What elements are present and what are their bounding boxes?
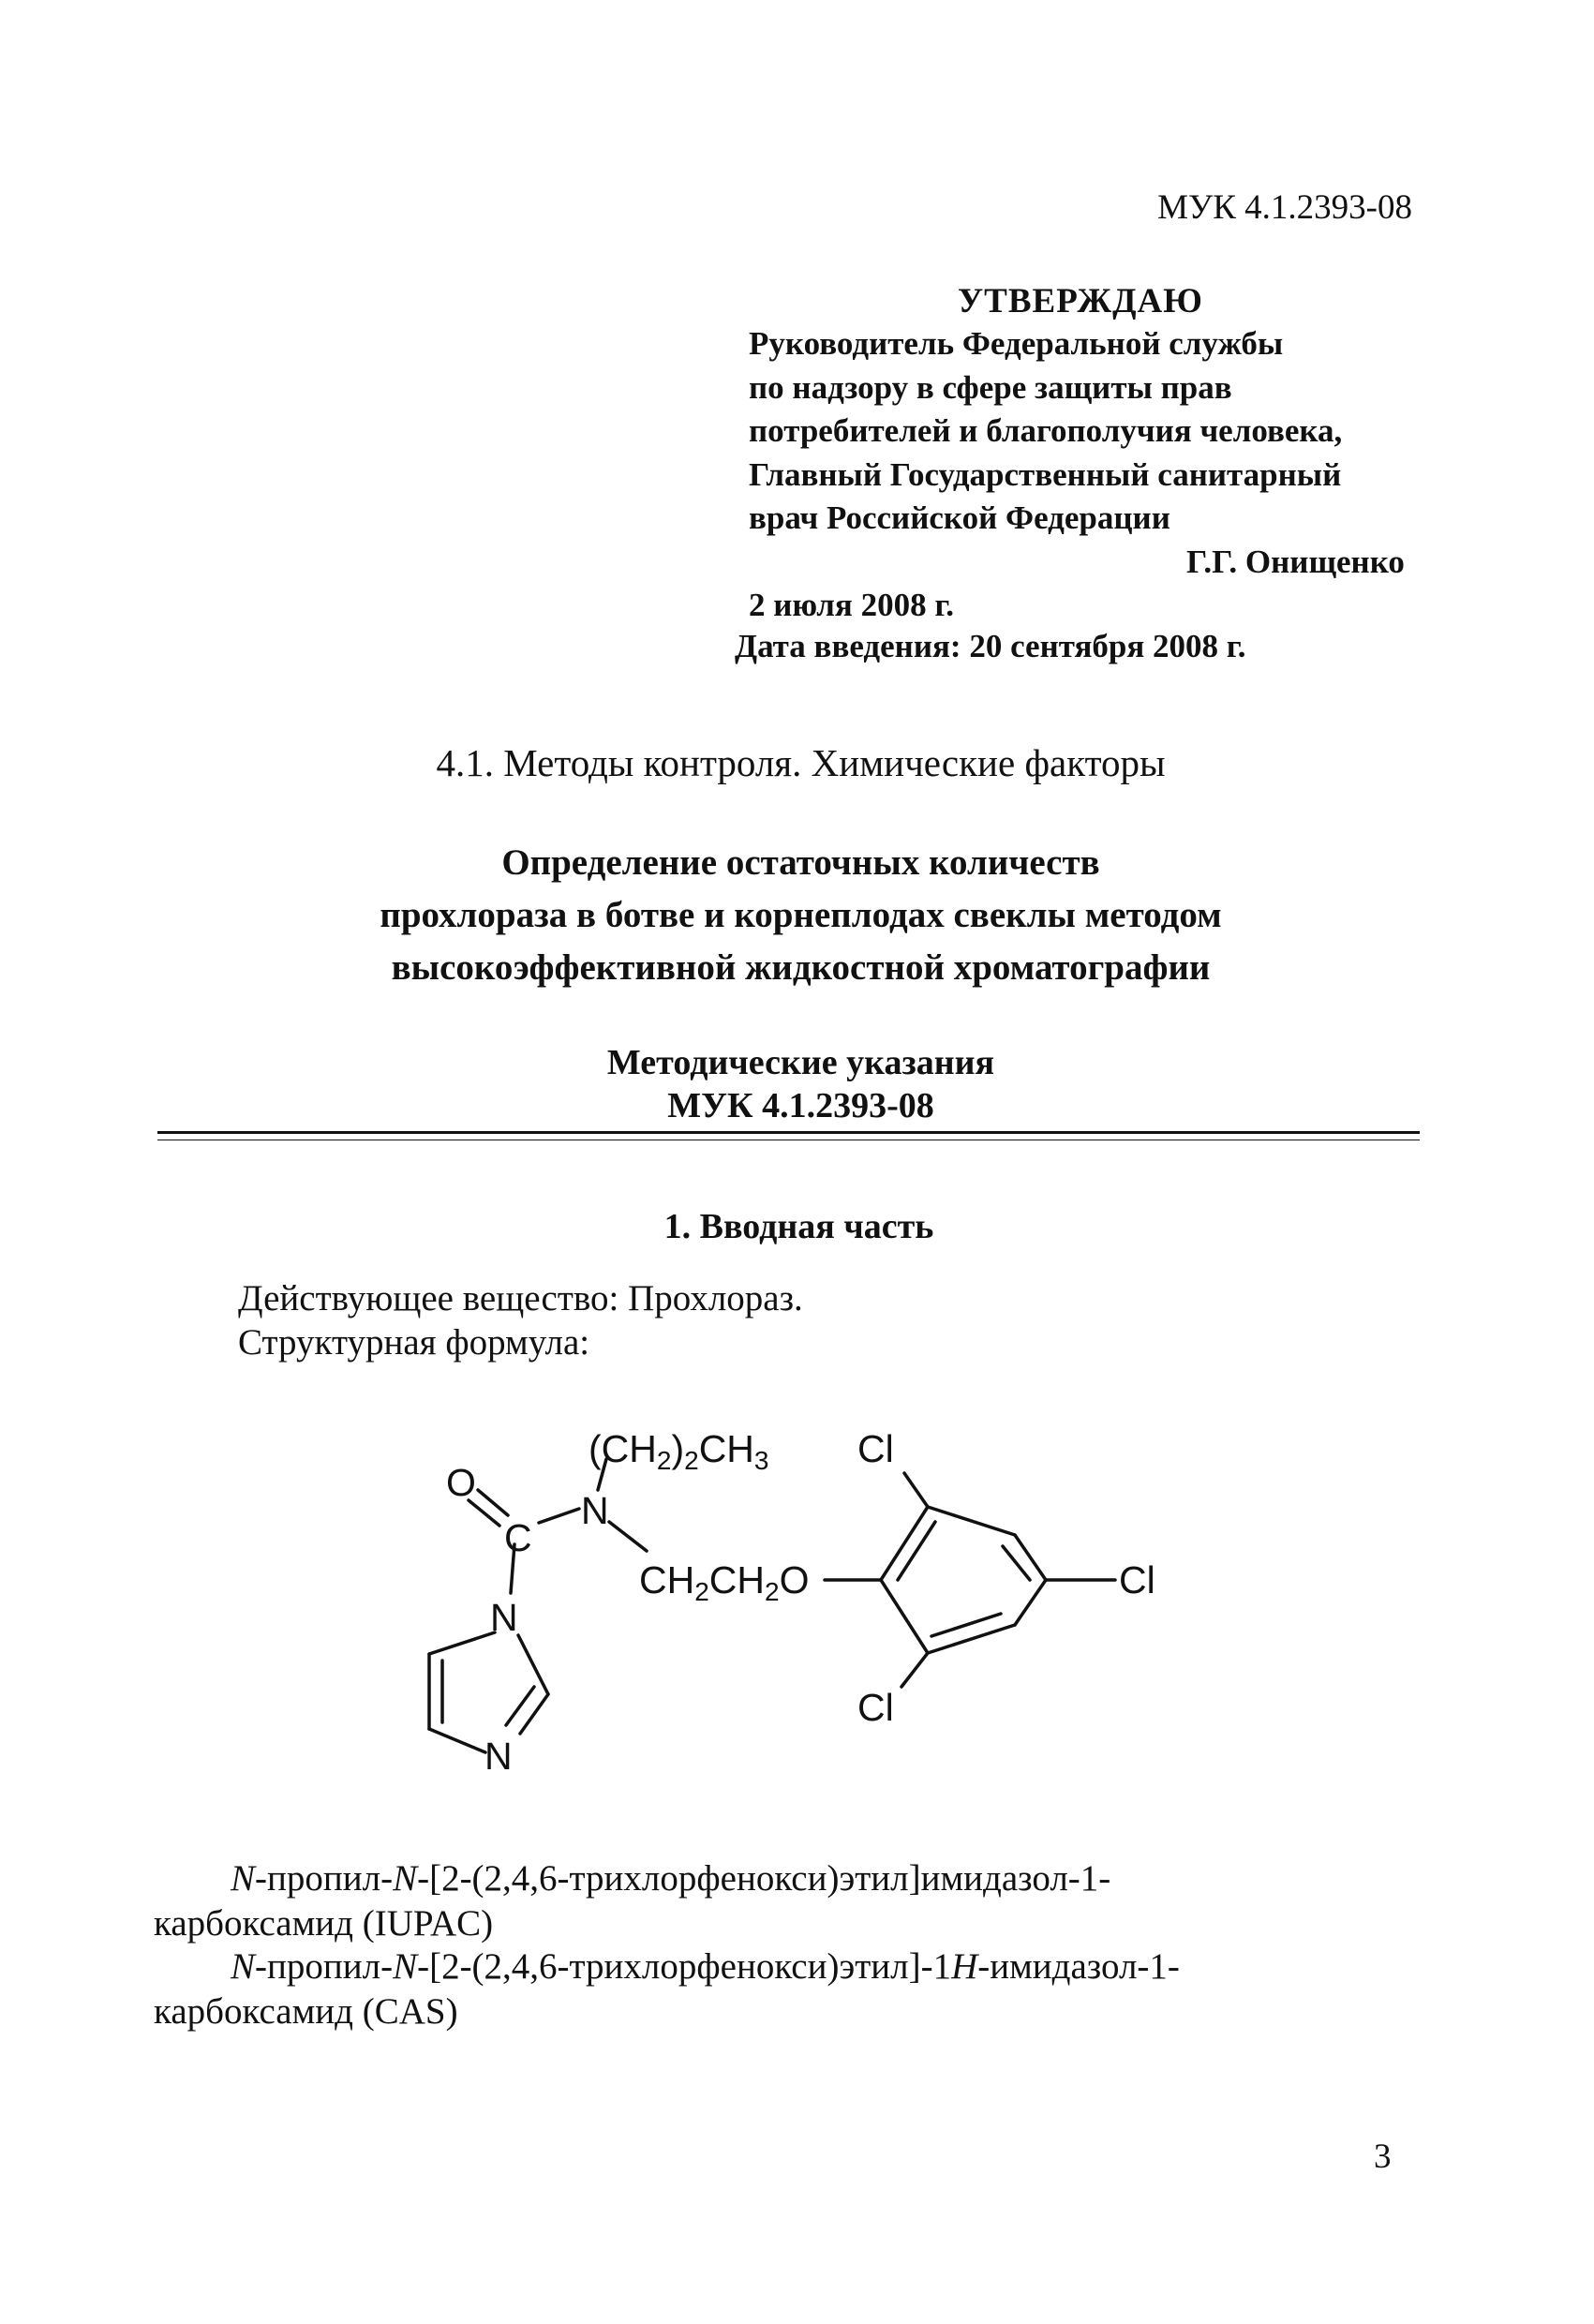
cas-name-line-2: карбоксамид (CAS) <box>154 1991 458 2032</box>
oxygen-atom: O <box>446 1461 476 1504</box>
section-heading: 4.1. Методы контроля. Химические факторы <box>436 741 1166 784</box>
chlorine-bond <box>904 1473 928 1507</box>
imidazole-nitrogen-3: N <box>484 1735 513 1778</box>
imidazole-bond <box>429 1729 485 1752</box>
intro-heading: 1. Вводная часть <box>663 1207 934 1246</box>
benzene-inner-bond <box>898 1522 935 1580</box>
chlorine-bottom: Cl <box>857 1686 894 1729</box>
chlorine-top: Cl <box>857 1427 894 1470</box>
carbon-atom: C <box>504 1516 532 1559</box>
benzene-bond <box>1015 1535 1046 1580</box>
approval-line: Руководитель Федеральной службы <box>749 325 1284 362</box>
document-code: МУК 4.1.2393-08 <box>1157 188 1412 227</box>
iupac-name-line-1: N-пропил-N-[2-(2,4,6-трихлорфенокси)этил]имидазол-1- <box>231 1858 1111 1899</box>
document-subtitle-code: МУК 4.1.2393-08 <box>667 1086 934 1125</box>
approval-line: потребителей и благополучия человека, <box>749 412 1343 449</box>
amide-cn-bond <box>539 1509 579 1523</box>
formula-label: Структурная формула: <box>238 1322 590 1363</box>
ethyl-bond <box>609 1522 647 1551</box>
approval-title: УТВЕРЖДАЮ <box>958 282 1203 320</box>
benzene-bond <box>1015 1580 1046 1625</box>
amide-nitrogen: N <box>581 1489 609 1532</box>
approval-line: Главный Государственный санитарный <box>749 456 1342 493</box>
benzene-bond <box>881 1580 928 1653</box>
document-subtitle: Методические указания <box>606 1043 995 1082</box>
document-title-line: прохлораза в ботве и корнеплодах свеклы методом <box>380 895 1222 935</box>
ethoxy-group: CH2CH2O <box>639 1558 810 1606</box>
iupac-name-line-2: карбоксамид (IUPAC) <box>154 1903 494 1944</box>
approval-date: 2 июля 2008 г. <box>749 587 955 623</box>
propyl-group: (CH2)2CH3 <box>588 1427 769 1475</box>
document-title-line: высокоэффективной жидкостной хроматографии <box>391 947 1211 988</box>
imidazole-nitrogen-1: N <box>490 1596 518 1639</box>
benzene-bond <box>928 1507 1015 1535</box>
benzene-bond <box>928 1625 1015 1653</box>
active-substance: Действующее вещество: Прохлораз. <box>238 1278 803 1318</box>
imidazole-bond <box>518 1635 548 1694</box>
chlorine-right: Cl <box>1119 1558 1155 1601</box>
chlorine-bond <box>901 1653 928 1687</box>
document-title-line: Определение остаточных количеств <box>501 842 1100 883</box>
approval-signatory: Г.Г. Онищенко <box>1186 544 1405 580</box>
imidazole-bond <box>429 1632 495 1654</box>
page-number: 3 <box>1374 2138 1392 2176</box>
introduction-date: Дата введения: 20 сентября 2008 г. <box>735 628 1246 664</box>
approval-line: по надзору в сфере защиты прав <box>749 369 1232 406</box>
cas-name-line-1: N-пропил-N-[2-(2,4,6-трихлорфенокси)этил]-1H-имидазол-1- <box>231 1946 1180 1987</box>
approval-line: врач Российской Федерации <box>749 499 1170 536</box>
